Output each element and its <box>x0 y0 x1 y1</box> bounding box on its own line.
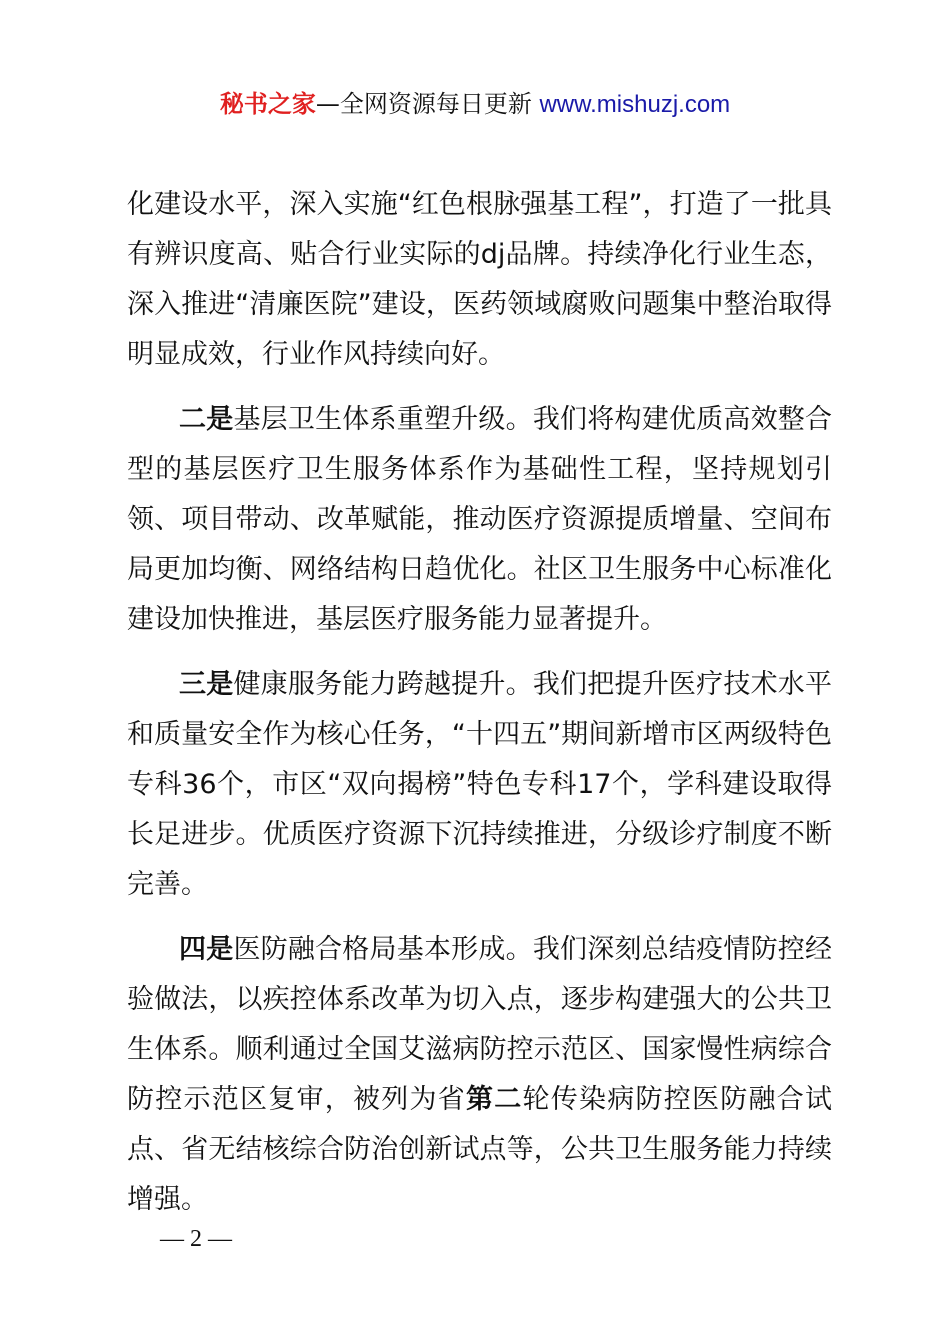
paragraph-bold-text: 第二 <box>466 1084 523 1115</box>
paragraph-text: 健康服务能力跨越提升。我们把提升医疗技术水平和质量安全作为核心任务，“十四五”期间新增市区两级特色专科36个，市区“双向揭榜”特色专科17个，学科建设取得长足进步。优质医疗资源下沉持续推进，分级诊疗制度不断完善。 <box>127 669 833 900</box>
paragraph-item-2 <box>127 395 832 645</box>
page-number: — 2 — <box>160 1226 232 1252</box>
paragraph-text: 医防融合格局基本形成。我们深刻总结疫情防控经验做法，以疾控体系改革为切入点，逐步构建强大的公共卫生体系。顺利通过全国艾滋病防控示范区、国家慢性病综合防控示范区复审，被列为省 <box>127 934 833 1115</box>
document-body <box>127 180 832 1240</box>
site-header <box>0 86 950 123</box>
paragraph-text: 轮传染病防控医防融合试点、省无结核综合防治创新试点等，公共卫生服务能力持续增强。 <box>127 1084 832 1215</box>
paragraph-lead: 三是 <box>179 669 234 700</box>
site-url-link[interactable]: www.mishuzj.com <box>539 91 731 118</box>
paragraph-item-3 <box>127 660 832 910</box>
paragraph-lead: 四是 <box>179 934 234 965</box>
paragraph-text: 基层卫生体系重塑升级。我们将构建优质高效整合型的基层医疗卫生服务体系作为基础性工程，坚持规划引领、项目带动、改革赋能，推动医疗资源提质增量、空间布局更加均衡、网络结构日趋优化。社区卫生服务中心标准化建设加快推进，基层医疗服务能力显著提升。 <box>127 404 833 635</box>
paragraph-text: 化建设水平，深入实施“红色根脉强基工程”，打造了一批具有辨识度高、贴合行业实际的dj品牌。持续净化行业生态，深入推进“清廉医院”建设，医药领域腐败问题集中整治取得明显成效，行业作风持续向好。 <box>127 189 832 370</box>
header-slogan: —全网资源每日更新 <box>315 90 532 118</box>
paragraph-continuation <box>127 180 832 380</box>
brand-name: 秘书之家 <box>219 90 316 118</box>
paragraph-item-4 <box>127 925 832 1225</box>
paragraph-lead: 二是 <box>179 404 234 435</box>
